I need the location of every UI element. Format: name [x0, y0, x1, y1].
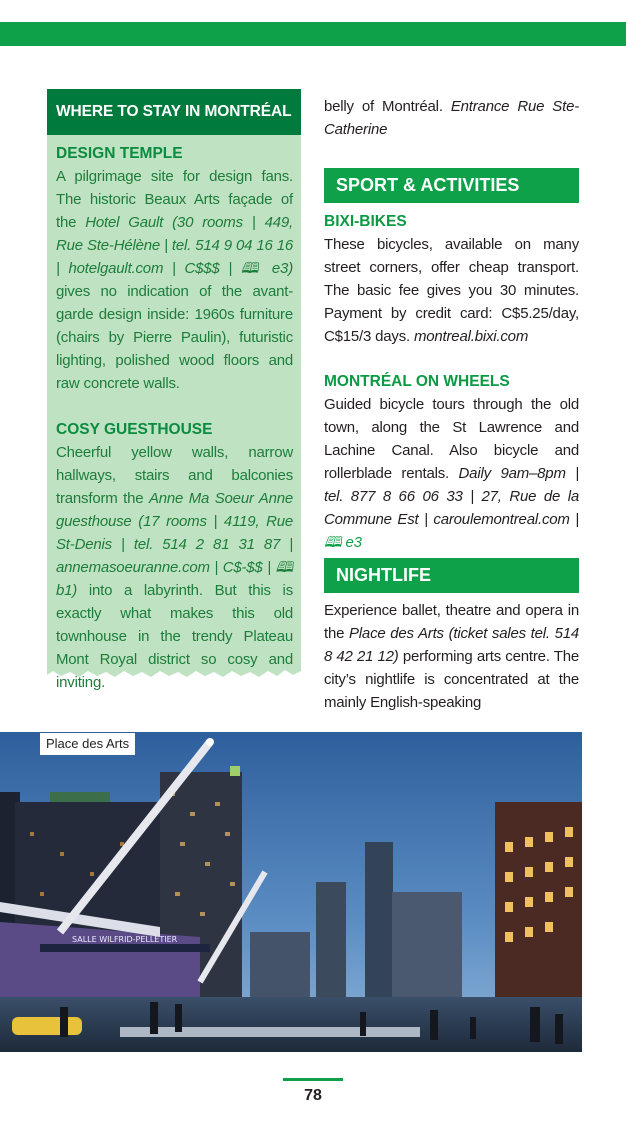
- photo-caption: Place des Arts: [40, 733, 135, 755]
- sport-activities-heading: [324, 168, 579, 203]
- entry-text-cosy-guesthouse: Cheerful yellow walls, narrow hallways, stairs and balconies transform the Anne Ma Soeur Anne guesthouse (17 rooms | 4119, Rue St-Denis | tel. 514 2 81 31 87 | annemasoeuranne.com | C$-$$ | 🕮 b1) into a labyrinth. But this is exactly what makes this old townhouse in the trendy Plateau Mont Royal district so cosy and inviting.: [56, 444, 294, 691]
- nightlife-heading-text: NIGHTLIFE: [336, 565, 431, 585]
- entry-text-bixi: These bicycles, available on many street corners, offer cheap transport. The basic fee gives you 30 minutes. Payment by credit card: C$5.25/day, C$15/3 days. montreal.bixi.com: [324, 236, 579, 345]
- where-to-stay-heading: [47, 89, 301, 135]
- entry-text-design-temple: A pilgrimage site for design fans. The historic Beaux Arts façade of the Hotel Gault (30 rooms | 449, Rue Ste-Hélène | tel. 514 9 04 16 16 | hotelgault.com | C$$$ | 🕮 e3) gives no indication of the avant-garde design inside: 1960s furniture (chairs by Pierre Paulin), futuristic lighting, polished wood floors and raw concrete walls.: [56, 168, 293, 392]
- where-to-stay-body: [56, 142, 293, 694]
- wheels-entry: [324, 370, 579, 554]
- entry-title-bixi: BIXI-BIKES: [324, 213, 407, 230]
- nightlife-entry: [324, 599, 579, 714]
- map-book-icon: 🕮: [275, 559, 293, 576]
- nightlife-heading: [324, 558, 579, 593]
- map-book-icon: 🕮: [240, 260, 264, 277]
- entry-text-nightlife: Experience ballet, theatre and opera in the Place des Arts (ticket sales tel. 514 8 42 21 12) performing arts centre. The city’s nightlife is concentrated at the mainly English-speaking: [324, 602, 579, 711]
- page-number: 78: [304, 1087, 322, 1104]
- intro-continuation: belly of Montréal. Entrance Rue Ste-Catherine: [324, 98, 580, 138]
- where-to-stay-box: [47, 89, 301, 691]
- top-color-bar: [0, 22, 626, 46]
- entry-title-wheels: MONTRÉAL ON WHEELS: [324, 373, 510, 390]
- entry-text-wheels: Guided bicycle tours through the old town, along the St Lawrence and Lachine Canal. Also bicycle and rollerblade rentals. Daily 9am–8pm | tel. 877 8 66 06 33 | 27, Rue de la Commune Est | caroulemontreal.com | 🕮 e3: [324, 396, 579, 551]
- svg-text:SALLE WILFRID-PELLETIER: SALLE WILFRID-PELLETIER: [72, 935, 178, 944]
- sport-activities-heading-text: SPORT & ACTIVITIES: [336, 175, 520, 195]
- map-book-icon: 🕮: [324, 534, 342, 551]
- bixi-entry: [324, 210, 579, 348]
- place-des-arts-photo: [0, 732, 582, 1052]
- page-number-rule: [283, 1078, 343, 1081]
- entry-title-design-temple: DESIGN TEMPLE: [56, 145, 183, 162]
- entry-title-cosy-guesthouse: COSY GUESTHOUSE: [56, 421, 213, 438]
- where-to-stay-heading-text: WHERE TO STAY IN MONTRÉAL: [56, 103, 292, 120]
